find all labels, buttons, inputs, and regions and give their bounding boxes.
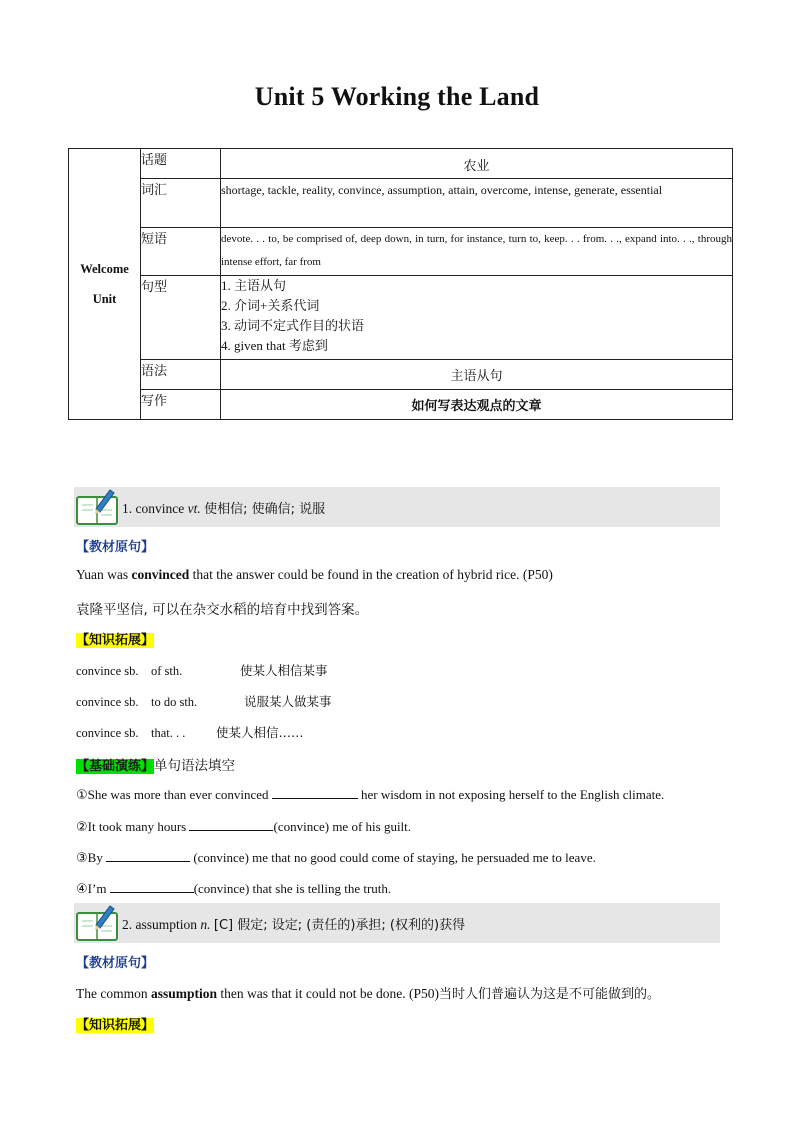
sentence-keyword: convinced [131, 567, 190, 582]
answer-blank[interactable] [272, 786, 358, 799]
vocab-label: 词汇 [141, 179, 221, 228]
textbook-tag [76, 952, 154, 971]
question-number: ① [76, 788, 88, 803]
pattern-label: 句型 [141, 276, 221, 360]
textbook-sentence [76, 983, 660, 1002]
textbook-sentence [76, 567, 553, 583]
point-pos: vt. [187, 500, 201, 516]
sentence-part: Yuan was [76, 567, 132, 582]
question-text: (convince) that she is telling the truth. [193, 881, 392, 896]
exercise-q2 [76, 818, 411, 835]
phrase-value: devote. . . to, be comprised of, deep down, in turn, for instance, turn to, keep. . . from. . ., expand into. . ., through intense effort, far from [221, 228, 733, 276]
sentence-part: then was that it could not be done. (P50) [217, 986, 439, 1001]
practice-tag: 【基础演练】 [76, 759, 155, 774]
topic-value: 农业 [221, 149, 733, 179]
question-number: ④ [76, 882, 88, 897]
topic-label: 话题 [141, 149, 221, 179]
answer-blank[interactable] [189, 818, 273, 831]
usage-en: convince sb. of sth. [76, 664, 183, 678]
point-header [74, 487, 720, 527]
phrase-label: 短语 [141, 228, 221, 276]
textbook-tag [76, 536, 154, 555]
usage-line [76, 692, 332, 710]
question-number: ② [76, 820, 88, 835]
usage-cn: 使某人相信某事 [240, 663, 328, 678]
grammar-label: 语法 [141, 360, 221, 390]
point-title [122, 914, 465, 933]
pattern-item: 3. 动词不定式作目的状语 [221, 318, 365, 333]
textbook-tag-text: 【教材原句】 [76, 540, 155, 555]
exercise-q4 [76, 880, 391, 897]
pattern-item: 1. 主语从句 [221, 278, 287, 293]
usage-cn: 说服某人做某事 [244, 694, 332, 709]
unit-cell [69, 149, 141, 420]
practice-title: 单句语法填空 [154, 758, 236, 774]
extend-tag-text: 【知识拓展】 [76, 1018, 155, 1033]
extend-tag-text: 【知识拓展】 [76, 633, 155, 648]
point-pos: n. [200, 916, 211, 932]
sentence-part: that the answer could be found in the creation of hybrid rice. (P50) [189, 567, 553, 582]
extend-tag [76, 629, 154, 648]
grammar-value: 主语从句 [221, 360, 733, 390]
usage-en: convince sb. to do sth. [76, 695, 198, 709]
usage-line [76, 723, 304, 741]
exercise-q3 [76, 849, 596, 866]
point-word: 1. convince [122, 500, 185, 516]
usage-line [76, 661, 328, 679]
point-title [122, 498, 325, 517]
question-text: It took many hours [87, 819, 190, 834]
point-word: 2. assumption [122, 916, 198, 932]
textbook-tag-text: 【教材原句】 [76, 956, 155, 971]
answer-blank[interactable] [106, 849, 190, 862]
writing-value: 如何写表达观点的文章 [221, 390, 733, 420]
notebook-pen-icon [74, 487, 122, 527]
extend-tag [76, 1014, 154, 1033]
practice-header [76, 754, 235, 774]
pattern-item: 4. given that 考虑到 [221, 338, 328, 353]
sentence-keyword: assumption [150, 986, 218, 1001]
pattern-list [221, 276, 733, 360]
point-meaning: 使相信; 使确信; 说服 [204, 501, 326, 517]
writing-label: 写作 [141, 390, 221, 420]
notebook-pen-icon [74, 903, 122, 943]
usage-en: convince sb. that. . . [76, 726, 186, 740]
sentence-translation: 袁隆平坚信, 可以在杂交水稻的培育中找到答案。 [76, 602, 369, 618]
question-text: (convince) me that no good could come of staying, he persuaded me to leave. [190, 850, 596, 865]
page-title: Unit 5 Working the Land [254, 82, 540, 111]
question-text: I’m [87, 881, 110, 896]
point-meaning: [C] 假定; 设定; (责任的)承担; (权利的)获得 [213, 917, 466, 933]
question-text: (convince) me of his guilt. [273, 819, 412, 834]
exercise-q1 [76, 786, 664, 803]
pattern-item: 2. 介词+关系代词 [221, 298, 320, 313]
usage-cn: 使某人相信…… [216, 725, 304, 740]
point-header [74, 903, 720, 943]
question-text: By [87, 850, 107, 865]
unit-label-line2: Unit [92, 292, 117, 306]
question-number: ③ [76, 851, 88, 866]
unit-overview-table [68, 148, 733, 420]
answer-blank[interactable] [110, 880, 194, 893]
question-text: her wisdom in not exposing herself to the English climate. [357, 787, 665, 802]
vocab-value: shortage, tackle, reality, convince, assumption, attain, overcome, intense, generate, essential [221, 179, 733, 228]
unit-label-line1: Welcome [80, 262, 129, 276]
question-text: She was more than ever convinced [87, 787, 272, 802]
sentence-part: The common [76, 986, 151, 1001]
sentence-translation: 当时人们普遍认为这是不可能做到的。 [438, 987, 660, 1002]
